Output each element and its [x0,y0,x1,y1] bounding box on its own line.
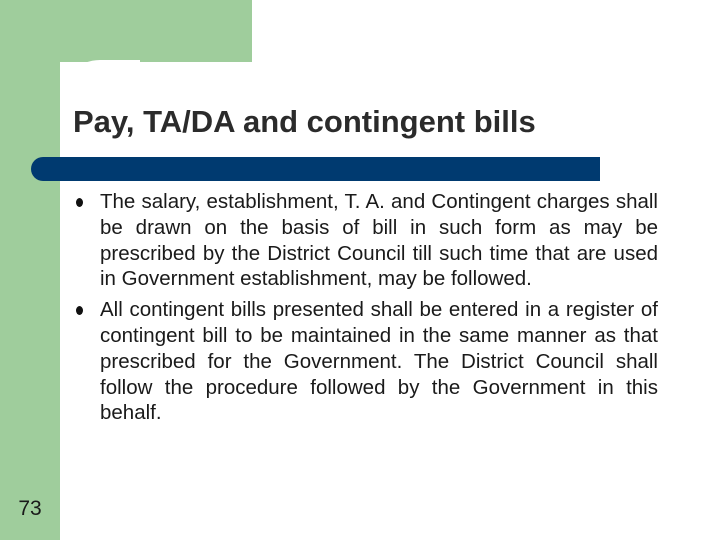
bullet-item [76,189,658,292]
bullet-list [76,189,658,426]
bullet-dot-icon [76,306,83,315]
slide-title: Pay, TA/DA and contingent bills [73,104,536,139]
bullet-text: All contingent bills presented shall be entered in a register of contingent bill to be maintained in the same manner as that prescribed for the Government. The District Council shall follow the procedure followed by the Government in this behalf. [100,298,658,425]
bullet-dot-icon [76,198,83,207]
bullet-text: The salary, establishment, T. A. and Contingent charges shall be drawn on the basis of bill in such form as may be prescribed by the District Council till such time that are used in Government establishment, may be followed. [100,190,658,291]
slide-number: 73 [18,497,42,520]
title-underline-bar [31,157,600,181]
bullet-item [76,297,658,426]
decorative-green-side-band [0,0,60,540]
